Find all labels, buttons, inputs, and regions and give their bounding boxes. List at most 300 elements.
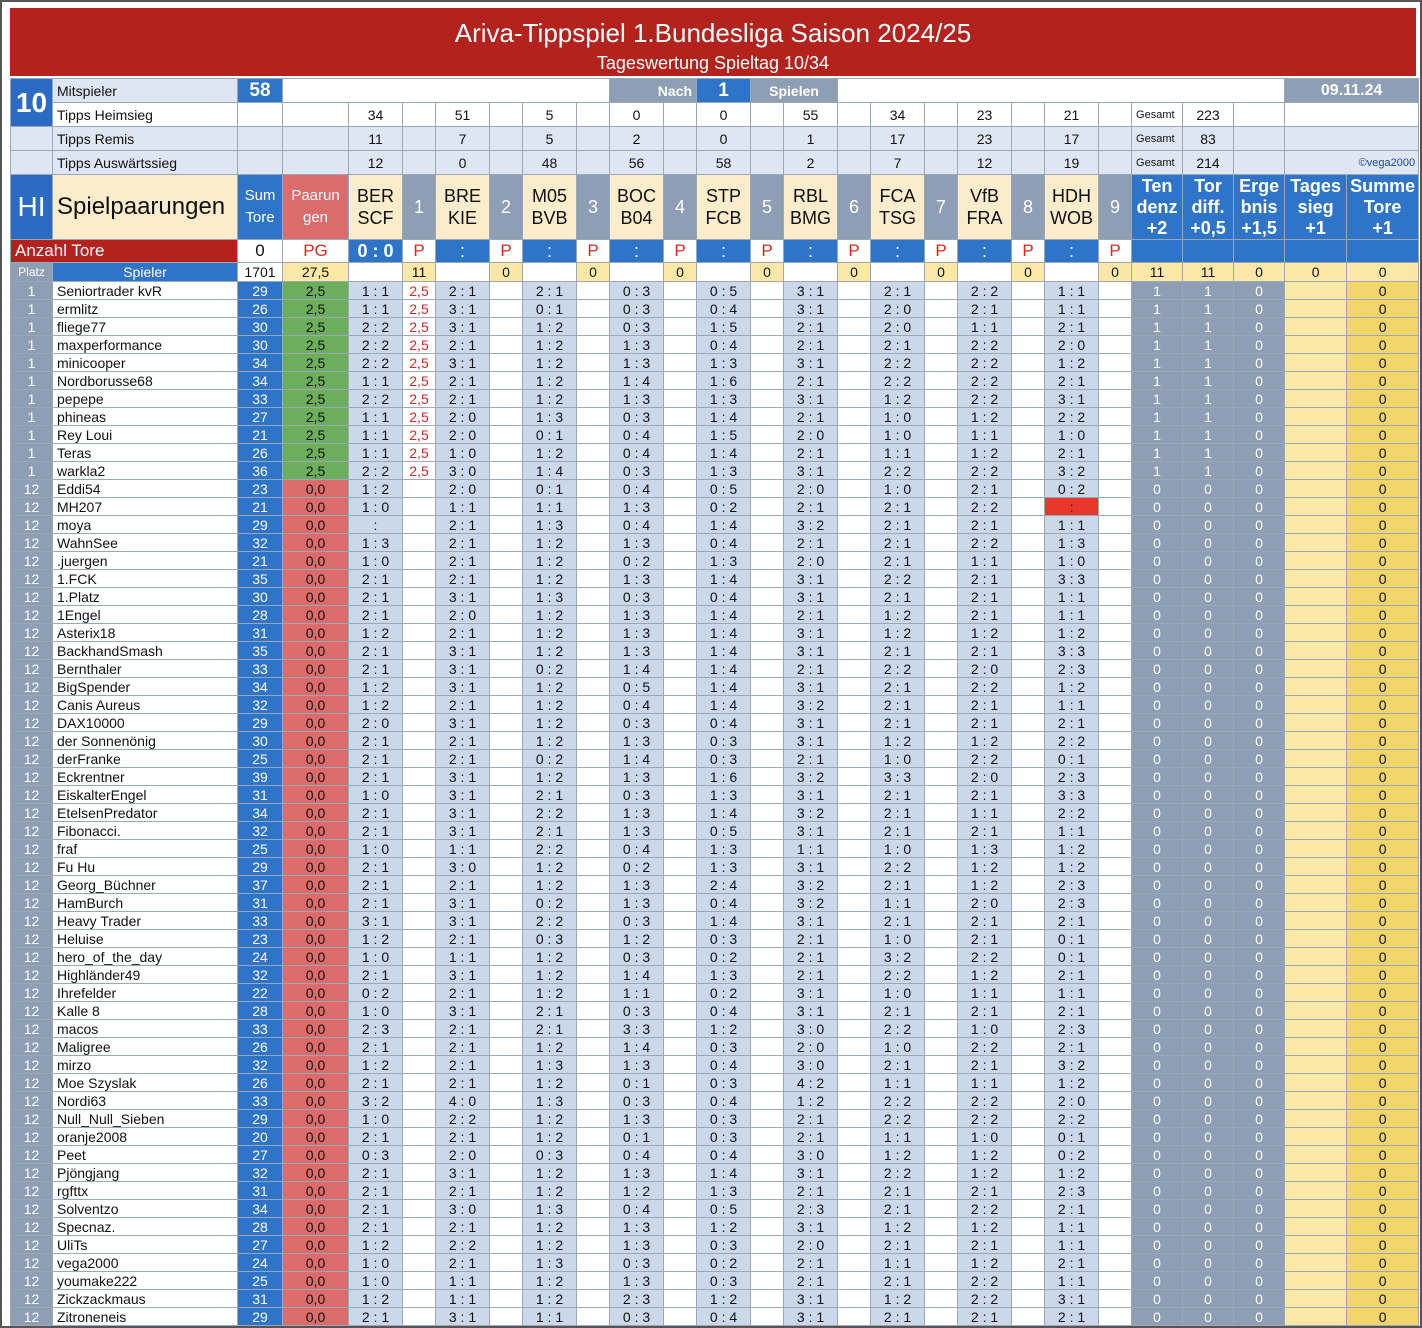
- player-pg: 0,0: [283, 570, 349, 588]
- player-tip: 2 : 1: [436, 1128, 490, 1146]
- blank-cell: [751, 1128, 784, 1146]
- blank-cell: [1012, 768, 1045, 786]
- player-tore: 33: [238, 390, 283, 408]
- blank-cell: [577, 354, 610, 372]
- player-tore: 35: [238, 570, 283, 588]
- score-header-line: sieg: [1297, 196, 1334, 217]
- blank-cell: [490, 151, 523, 175]
- blank-cell: [577, 930, 610, 948]
- blank-cell: [436, 263, 490, 282]
- player-score: [1285, 462, 1347, 480]
- player-tip: 2 : 1: [349, 966, 403, 984]
- blank-cell: [1012, 714, 1045, 732]
- player-tip: 2 : 1: [871, 1056, 925, 1074]
- home-team: HDH: [1052, 186, 1092, 206]
- blank-cell: [838, 930, 871, 948]
- player-score: 0: [1234, 858, 1285, 876]
- player-points: [403, 1254, 436, 1272]
- player-score: [1285, 588, 1347, 606]
- player-tip: 1 : 2: [523, 1218, 577, 1236]
- score-header: [1347, 175, 1419, 240]
- player-points: [403, 822, 436, 840]
- player-score: 0: [1183, 822, 1234, 840]
- player-tip: 3 : 1: [436, 588, 490, 606]
- player-platz: 12: [11, 1038, 53, 1056]
- player-tore: 20: [238, 1128, 283, 1146]
- player-platz: 12: [11, 732, 53, 750]
- blank-cell: [838, 1110, 871, 1128]
- player-tip: 3 : 1: [436, 804, 490, 822]
- blank-cell: [925, 804, 958, 822]
- player-points: 2,5: [403, 336, 436, 354]
- player-tip: 0 : 4: [610, 516, 664, 534]
- player-pg: 0,0: [283, 1056, 349, 1074]
- blank-cell: [751, 1200, 784, 1218]
- blank-cell: [1099, 966, 1132, 984]
- blank-cell: [577, 1236, 610, 1254]
- player-tip: 0 : 4: [697, 894, 751, 912]
- player-platz: 12: [11, 1200, 53, 1218]
- blank-cell: [1012, 1038, 1045, 1056]
- player-row: [11, 516, 1419, 534]
- player-score: 0: [1132, 714, 1183, 732]
- player-tip: 1 : 1: [1045, 588, 1099, 606]
- player-pg: 0,0: [283, 786, 349, 804]
- player-score: 0: [1234, 984, 1285, 1002]
- player-tip: 1 : 3: [523, 516, 577, 534]
- blank-cell: [925, 642, 958, 660]
- anzahl-tore-label: Anzahl Tore: [11, 240, 238, 263]
- player-row: [11, 714, 1419, 732]
- blank-cell: [1012, 606, 1045, 624]
- blank-cell: [664, 1182, 697, 1200]
- player-platz: 12: [11, 1110, 53, 1128]
- player-points: [403, 1290, 436, 1308]
- blank-cell: [925, 462, 958, 480]
- player-score: 0: [1234, 696, 1285, 714]
- player-pg: 0,0: [283, 714, 349, 732]
- player-tip: 2 : 1: [784, 606, 838, 624]
- player-tip: 2 : 1: [958, 588, 1012, 606]
- blank-cell: [1099, 588, 1132, 606]
- player-tip: 2 : 0: [784, 1038, 838, 1056]
- blank-cell: [577, 1020, 610, 1038]
- player-tip: 2 : 1: [1045, 714, 1099, 732]
- player-row: [11, 876, 1419, 894]
- player-score: 1: [1132, 282, 1183, 300]
- player-pg: 0,0: [283, 948, 349, 966]
- player-tore: 33: [238, 1092, 283, 1110]
- player-name: Heluise: [53, 930, 238, 948]
- player-tip: 2 : 2: [871, 660, 925, 678]
- pg-label: PG: [283, 240, 349, 263]
- player-platz: 1: [11, 444, 53, 462]
- p-label: P: [403, 240, 436, 263]
- player-score: 0: [1347, 786, 1419, 804]
- blank-cell: [490, 1038, 523, 1056]
- blank-cell: [925, 372, 958, 390]
- player-tip: 1 : 4: [697, 642, 751, 660]
- player-pg: 2,5: [283, 462, 349, 480]
- match-result: :: [523, 240, 577, 263]
- score-header-line: Tore: [1363, 196, 1402, 217]
- player-score: 1: [1183, 390, 1234, 408]
- player-tip: 1 : 1: [1045, 282, 1099, 300]
- player-score: [1285, 390, 1347, 408]
- blank-cell: [577, 786, 610, 804]
- blank-cell: [1012, 948, 1045, 966]
- p-label: P: [664, 240, 697, 263]
- player-name: Seniortrader kvR: [53, 282, 238, 300]
- player-row: [11, 1272, 1419, 1290]
- blank-cell: [838, 498, 871, 516]
- blank-cell: [838, 948, 871, 966]
- player-tip: 1 : 2: [1045, 1074, 1099, 1092]
- player-score: [1285, 444, 1347, 462]
- player-tip: 0 : 1: [523, 300, 577, 318]
- player-tip: 1 : 3: [610, 1218, 664, 1236]
- blank-cell: [664, 1164, 697, 1182]
- blank-cell: [490, 1020, 523, 1038]
- player-platz: 1: [11, 282, 53, 300]
- blank-cell: [838, 624, 871, 642]
- player-tip: 0 : 2: [697, 948, 751, 966]
- player-tip: 2 : 2: [1045, 1110, 1099, 1128]
- player-tip: 0 : 5: [610, 678, 664, 696]
- player-name: Nordborusse68: [53, 372, 238, 390]
- blank-cell: [664, 1290, 697, 1308]
- player-tip: 2 : 1: [349, 642, 403, 660]
- player-score: 0: [1347, 336, 1419, 354]
- player-tip: 2 : 1: [436, 1056, 490, 1074]
- player-tip: 2 : 1: [349, 1164, 403, 1182]
- home-team: VfB: [970, 186, 1000, 206]
- player-tip: 2 : 1: [436, 732, 490, 750]
- player-tip: 1 : 0: [349, 1272, 403, 1290]
- player-tore: 32: [238, 534, 283, 552]
- blank-cell: [751, 1308, 784, 1326]
- score-header-line: Summe: [1350, 175, 1416, 196]
- blank-cell: [1012, 750, 1045, 768]
- blank-cell: [577, 696, 610, 714]
- player-tip: 0 : 3: [610, 588, 664, 606]
- tipps-count: 17: [871, 127, 925, 151]
- tipps-count: 12: [958, 151, 1012, 175]
- blank-cell: [1099, 660, 1132, 678]
- player-tip: 2 : 1: [436, 624, 490, 642]
- blank-cell: [751, 894, 784, 912]
- player-platz: 12: [11, 696, 53, 714]
- blank-cell: [1099, 151, 1132, 175]
- player-tore: 29: [238, 1308, 283, 1326]
- player-name: Bernthaler: [53, 660, 238, 678]
- player-name: Canis Aureus: [53, 696, 238, 714]
- player-score: 0: [1347, 588, 1419, 606]
- player-tip: 1 : 2: [349, 1056, 403, 1074]
- player-row: [11, 1164, 1419, 1182]
- player-name: youmake222: [53, 1272, 238, 1290]
- blank-cell: [925, 103, 958, 127]
- player-points: [403, 930, 436, 948]
- player-tip: 3 : 3: [610, 1020, 664, 1038]
- blank-cell: [751, 1002, 784, 1020]
- player-tip: 1 : 3: [610, 1236, 664, 1254]
- blank-cell: [838, 804, 871, 822]
- player-score: 0: [1234, 1056, 1285, 1074]
- player-tip: 1 : 4: [697, 606, 751, 624]
- player-tip: 2 : 0: [784, 1236, 838, 1254]
- player-score: [1285, 1200, 1347, 1218]
- player-tip: 1 : 2: [958, 1218, 1012, 1236]
- blank-cell: [1012, 984, 1045, 1002]
- blank-cell: [1099, 804, 1132, 822]
- blank-cell: [490, 732, 523, 750]
- date-label: 09.11.24: [1285, 79, 1419, 103]
- player-tip: 1 : 3: [610, 390, 664, 408]
- player-tip: 3 : 1: [436, 894, 490, 912]
- sheet-subtitle: Tageswertung Spieltag 10/34: [596, 53, 830, 73]
- player-tip: 1 : 3: [610, 768, 664, 786]
- blank-cell: [751, 1092, 784, 1110]
- blank-cell: [1012, 1272, 1045, 1290]
- player-tip: 2 : 2: [958, 462, 1012, 480]
- player-platz: 12: [11, 1218, 53, 1236]
- player-score: 0: [1347, 858, 1419, 876]
- player-pg: 0,0: [283, 930, 349, 948]
- blank-cell: [664, 552, 697, 570]
- player-tip: 1 : 2: [958, 1254, 1012, 1272]
- player-row: [11, 930, 1419, 948]
- player-tip: 0 : 3: [697, 750, 751, 768]
- player-tip: 1 : 2: [523, 1290, 577, 1308]
- player-name: Nordi63: [53, 1092, 238, 1110]
- player-pg: 0,0: [283, 912, 349, 930]
- player-tip: 1 : 4: [697, 624, 751, 642]
- player-row: [11, 984, 1419, 1002]
- home-team: RBL: [793, 186, 829, 206]
- player-platz: 12: [11, 1272, 53, 1290]
- p-label: P: [925, 240, 958, 263]
- player-tore: 30: [238, 588, 283, 606]
- player-tip: 0 : 2: [697, 1254, 751, 1272]
- blank-cell: [925, 1290, 958, 1308]
- player-platz: 1: [11, 354, 53, 372]
- blank-cell: [925, 300, 958, 318]
- player-score: [1285, 1002, 1347, 1020]
- player-platz: 12: [11, 678, 53, 696]
- away-team: TSG: [879, 208, 917, 228]
- player-score: 0: [1347, 1092, 1419, 1110]
- player-platz: 12: [11, 1128, 53, 1146]
- player-tip: 2 : 2: [349, 390, 403, 408]
- tipps-count: 1: [784, 127, 838, 151]
- blank-cell: [751, 462, 784, 480]
- tipps-count: 34: [871, 103, 925, 127]
- player-tip: 3 : 1: [784, 858, 838, 876]
- player-tip: 1 : 3: [697, 462, 751, 480]
- player-pg: 0,0: [283, 642, 349, 660]
- player-name: Maligree: [53, 1038, 238, 1056]
- player-score: 0: [1347, 570, 1419, 588]
- player-tip: 1 : 2: [523, 1074, 577, 1092]
- blank-cell: [838, 714, 871, 732]
- blank-cell: [838, 768, 871, 786]
- player-tip: 1 : 1: [523, 1308, 577, 1326]
- player-points: [403, 1164, 436, 1182]
- player-tip: 1 : 0: [871, 1038, 925, 1056]
- player-platz: 12: [11, 786, 53, 804]
- player-tip: 2 : 2: [349, 318, 403, 336]
- player-tip: 2 : 1: [436, 984, 490, 1002]
- player-tip: 2 : 1: [958, 300, 1012, 318]
- player-name: BackhandSmash: [53, 642, 238, 660]
- player-score: 0: [1347, 462, 1419, 480]
- blank-cell: [925, 858, 958, 876]
- player-score: 0: [1234, 1290, 1285, 1308]
- blank-cell: [925, 1200, 958, 1218]
- blank-cell: [577, 948, 610, 966]
- blank-cell: [925, 606, 958, 624]
- player-score: 0: [1132, 1182, 1183, 1200]
- player-tip: 3 : 1: [784, 570, 838, 588]
- player-tip: 0 : 1: [523, 480, 577, 498]
- player-tip: 1 : 4: [697, 912, 751, 930]
- player-tip: 0 : 3: [610, 948, 664, 966]
- player-tip: 2 : 1: [349, 570, 403, 588]
- player-tip: 1 : 3: [523, 588, 577, 606]
- player-score: 0: [1132, 498, 1183, 516]
- match-number: 6: [838, 175, 871, 240]
- player-score: 0: [1183, 516, 1234, 534]
- match-result: :: [871, 240, 925, 263]
- player-tip: 2 : 1: [784, 1272, 838, 1290]
- blank-cell: [751, 318, 784, 336]
- tipps-count: 56: [610, 151, 664, 175]
- player-score: 0: [1347, 1164, 1419, 1182]
- blank-cell: [664, 966, 697, 984]
- player-points: [403, 1074, 436, 1092]
- player-platz: 12: [11, 930, 53, 948]
- blank-cell: [925, 696, 958, 714]
- player-tip: 1 : 2: [958, 444, 1012, 462]
- player-tip: 0 : 4: [697, 588, 751, 606]
- player-score: [1285, 1218, 1347, 1236]
- match-teams: [349, 175, 403, 240]
- blank-cell: [664, 912, 697, 930]
- player-tip: 2 : 3: [1045, 876, 1099, 894]
- blank-cell: [1012, 822, 1045, 840]
- player-platz: 12: [11, 642, 53, 660]
- blank-cell: [577, 588, 610, 606]
- player-score: [1285, 714, 1347, 732]
- nach-label: Nach: [610, 79, 697, 103]
- blank-cell: [577, 336, 610, 354]
- player-tip: 1 : 1: [436, 1272, 490, 1290]
- blank-cell: [1099, 732, 1132, 750]
- player-name: Ihrefelder: [53, 984, 238, 1002]
- player-score: 1: [1132, 444, 1183, 462]
- player-tip: 1 : 3: [697, 786, 751, 804]
- player-pg: 0,0: [283, 768, 349, 786]
- blank-cell: [1012, 1020, 1045, 1038]
- player-tip: 1 : 3: [697, 390, 751, 408]
- player-tore: 29: [238, 282, 283, 300]
- player-tip: 3 : 1: [784, 714, 838, 732]
- player-score: 1: [1132, 408, 1183, 426]
- blank-cell: [751, 1254, 784, 1272]
- score-total: 0: [1285, 263, 1347, 282]
- blank-cell: [1099, 1164, 1132, 1182]
- player-score: 0: [1234, 606, 1285, 624]
- tipps-count: 12: [349, 151, 403, 175]
- player-tip: 3 : 2: [784, 876, 838, 894]
- blank-cell: [1012, 876, 1045, 894]
- blank-cell: [751, 912, 784, 930]
- away-team: BMG: [790, 208, 832, 228]
- player-tip: 2 : 1: [349, 1038, 403, 1056]
- blank-cell: [664, 678, 697, 696]
- player-pg: 2,5: [283, 372, 349, 390]
- player-score: 0: [1132, 1272, 1183, 1290]
- player-score: 0: [1234, 1200, 1285, 1218]
- player-tip: 1 : 1: [871, 894, 925, 912]
- blank-cell: [925, 840, 958, 858]
- score-header-line: +2: [1146, 217, 1168, 238]
- gesamt-value: 83: [1183, 127, 1234, 151]
- player-tore: 27: [238, 1146, 283, 1164]
- player-score: 0: [1183, 1290, 1234, 1308]
- player-row: [11, 1182, 1419, 1200]
- player-score: 0: [1347, 282, 1419, 300]
- blank-cell: [751, 534, 784, 552]
- player-tip: 1 : 2: [523, 606, 577, 624]
- blank-cell: [925, 516, 958, 534]
- tipps-count: 19: [1045, 151, 1099, 175]
- player-tip: 2 : 2: [958, 1038, 1012, 1056]
- player-score: 0: [1183, 948, 1234, 966]
- player-tip: 1 : 4: [697, 804, 751, 822]
- player-score: 0: [1234, 588, 1285, 606]
- blank-cell: [925, 390, 958, 408]
- player-tip: 0 : 1: [1045, 1128, 1099, 1146]
- paarungen-line1: Paarun: [291, 187, 340, 204]
- player-tip: 0 : 3: [610, 1092, 664, 1110]
- blank-cell: [838, 426, 871, 444]
- player-tip: 3 : 1: [436, 678, 490, 696]
- mitspieler-label: Mitspieler: [53, 79, 238, 103]
- player-score: 0: [1234, 372, 1285, 390]
- blank-cell: [577, 570, 610, 588]
- player-row: [11, 750, 1419, 768]
- blank-cell: [751, 1164, 784, 1182]
- blank-cell: [490, 858, 523, 876]
- score-header: [1285, 175, 1347, 240]
- p-label: P: [838, 240, 871, 263]
- player-score: 0: [1347, 1272, 1419, 1290]
- player-tore: 26: [238, 444, 283, 462]
- blank-cell: [751, 1056, 784, 1074]
- blank-cell: [577, 840, 610, 858]
- player-name: Specnaz.: [53, 1218, 238, 1236]
- player-score: [1285, 822, 1347, 840]
- player-score: 0: [1347, 714, 1419, 732]
- player-tip: 1 : 1: [436, 948, 490, 966]
- match-sum: 0: [925, 263, 958, 282]
- player-tip: 2 : 1: [784, 498, 838, 516]
- player-score: [1285, 498, 1347, 516]
- player-tip: 1 : 2: [1045, 1164, 1099, 1182]
- player-score: 0: [1183, 1308, 1234, 1326]
